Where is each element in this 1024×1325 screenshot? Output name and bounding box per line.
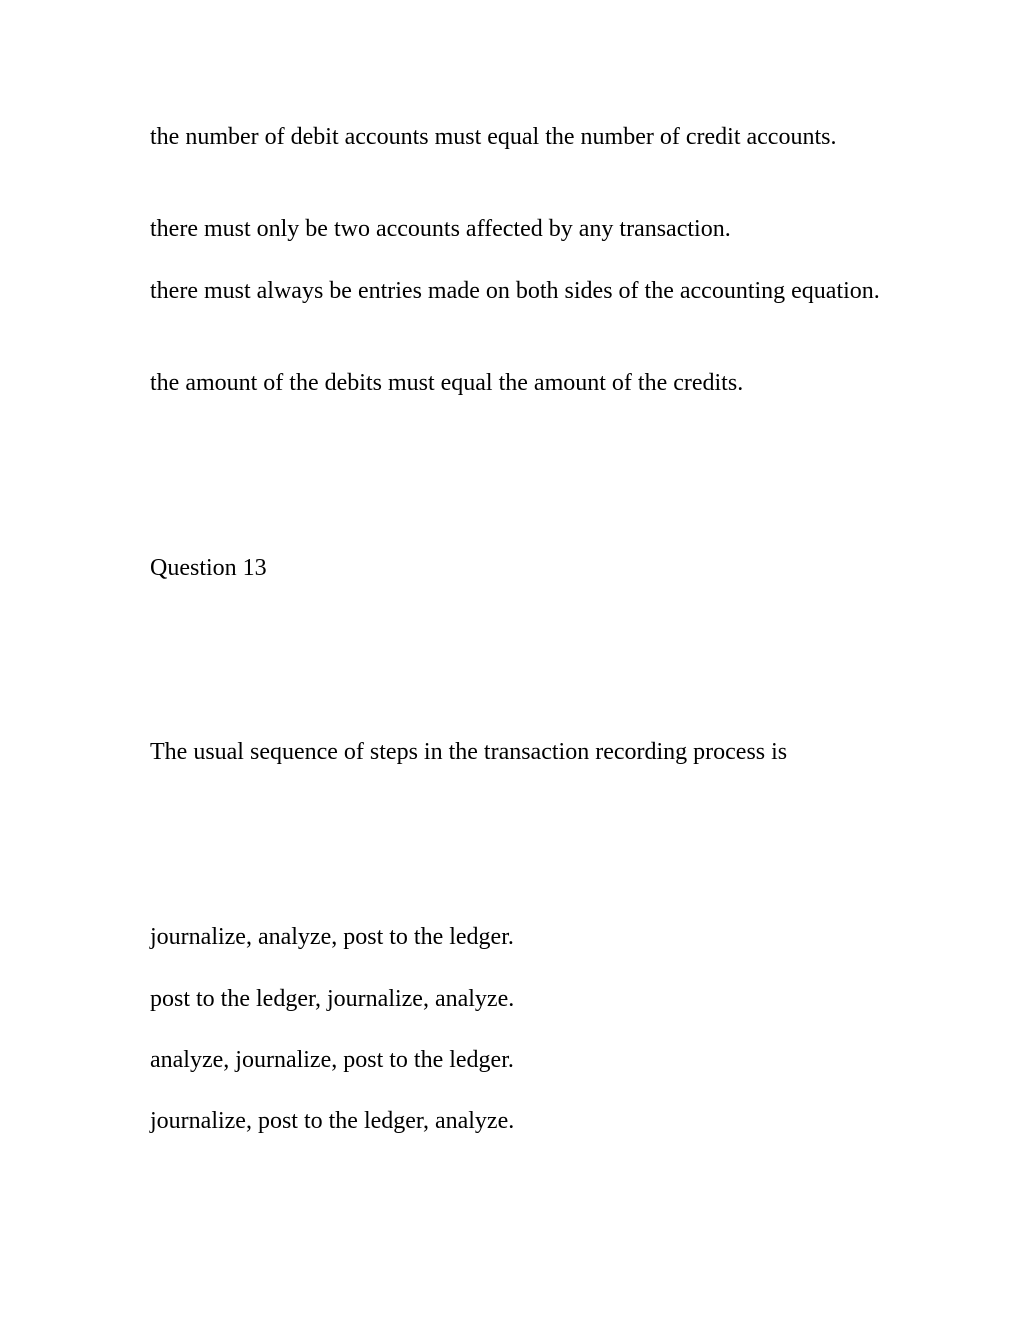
- answer-option-4[interactable]: journalize, post to the ledger, analyze.: [150, 1108, 515, 1134]
- question-title: Question 13: [150, 555, 267, 581]
- answer-option-2[interactable]: post to the ledger, journalize, analyze.: [150, 986, 515, 1012]
- previous-option-2[interactable]: there must only be two accounts affected by any transaction.: [150, 216, 731, 242]
- answer-option-1[interactable]: journalize, analyze, post to the ledger.: [150, 924, 514, 950]
- previous-option-1[interactable]: the number of debit accounts must equal the number of credit accounts.: [150, 124, 837, 150]
- question-text: The usual sequence of steps in the transaction recording process is: [150, 739, 788, 765]
- answer-option-3[interactable]: analyze, journalize, post to the ledger.: [150, 1047, 514, 1073]
- previous-option-3[interactable]: there must always be entries made on both sides of the accounting equation.: [150, 278, 880, 304]
- previous-option-4[interactable]: the amount of the debits must equal the amount of the credits.: [150, 370, 744, 396]
